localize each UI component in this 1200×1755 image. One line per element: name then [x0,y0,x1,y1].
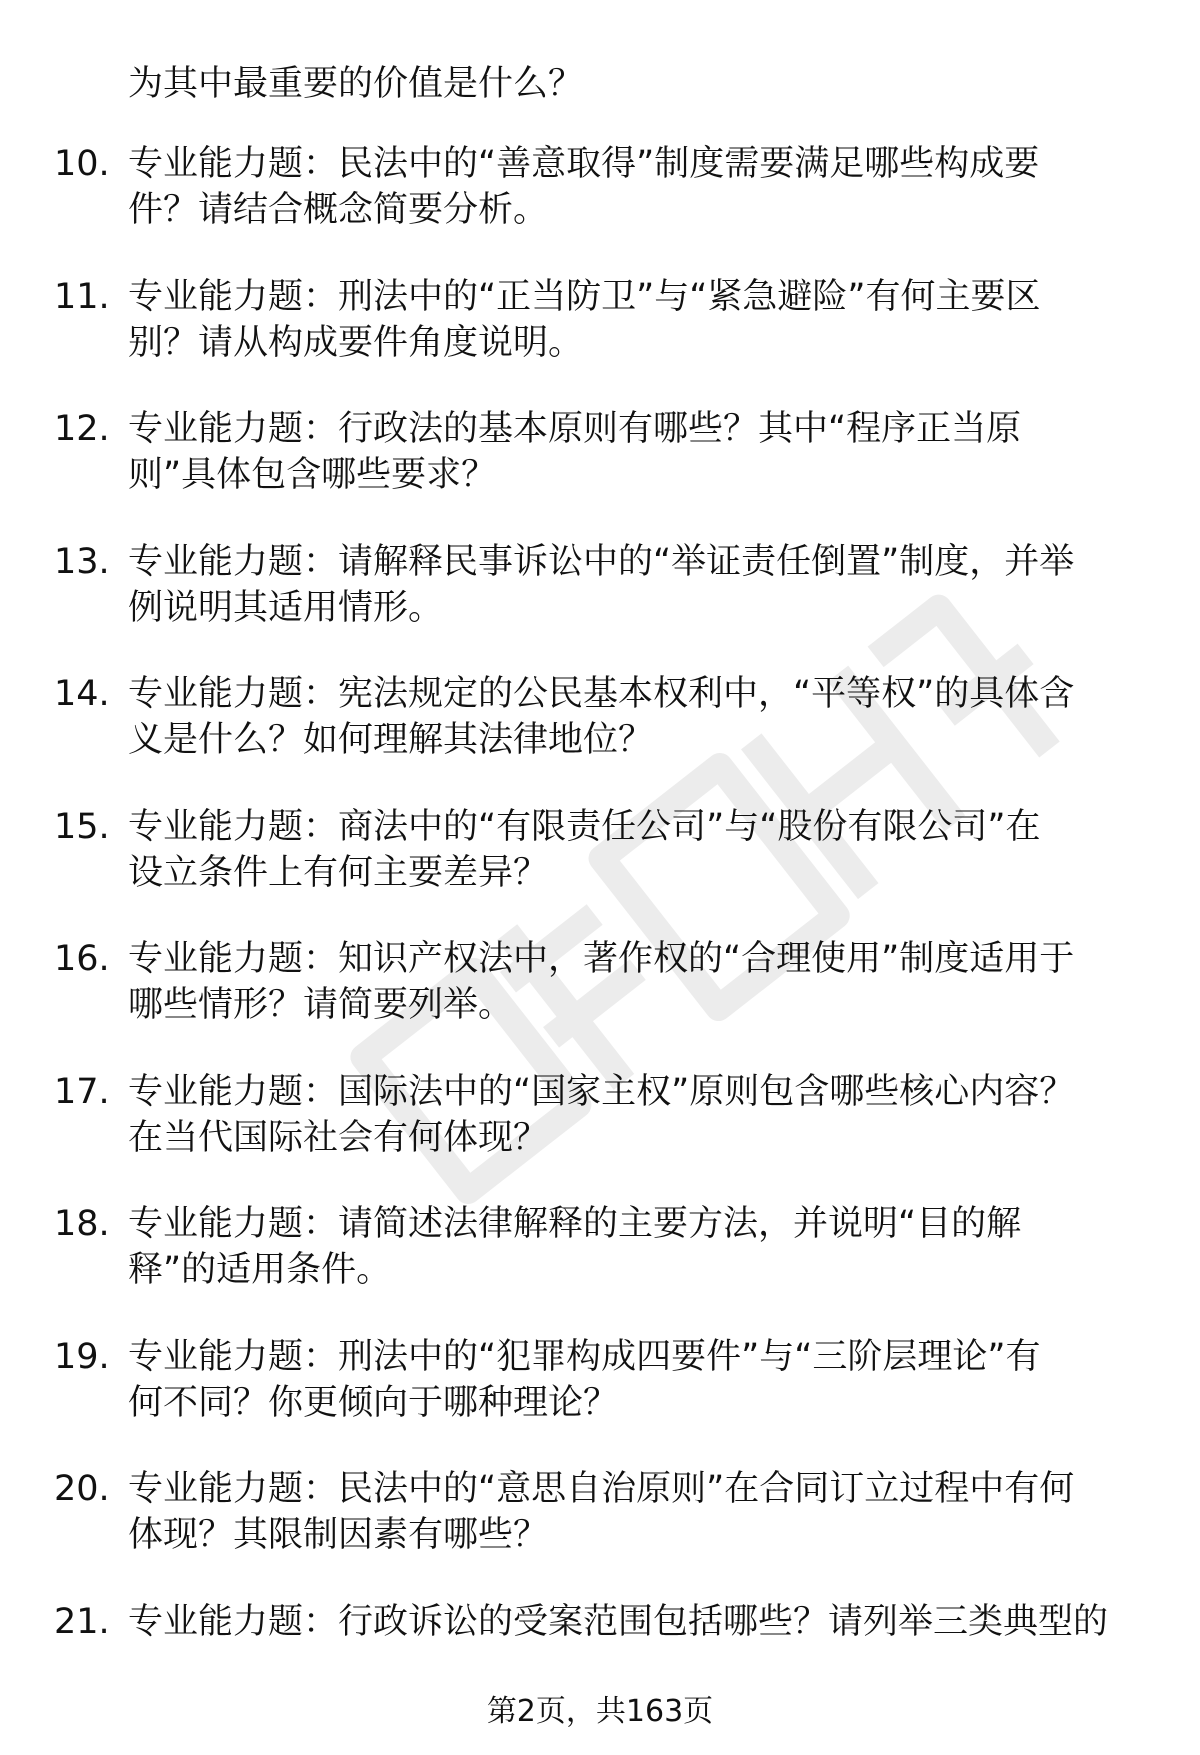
question-text-line-2: 设立条件上有何主要差异？ [128,852,549,893]
question-item [0,1068,1200,1201]
question-number: 14. [54,674,110,714]
question-number: 20. [54,1469,110,1509]
question-text-line-1: 专业能力题：知识产权法中，著作权的“合理使用”制度适用于 [128,939,1075,979]
question-number: 13. [54,541,110,582]
question-item [0,1200,1200,1333]
question-text-line-1: 专业能力题：民法中的“意思自治原则”在合同订立过程中有何 [128,1469,1075,1509]
question-number: 10. [54,144,110,184]
question-number: 21. [54,1601,110,1642]
question-text-line-1: 专业能力题：行政诉讼的受案范围包括哪些？请列举三类典型的 [128,1601,1109,1642]
question-text-line-1: 专业能力题：民法中的“善意取得”制度需要满足哪些构成要 [128,144,1040,184]
question-text-line-1: 专业能力题：国际法中的“国家主权”原则包含哪些核心内容？ [128,1071,1075,1112]
question-item [0,1333,1200,1466]
question-text-line-2: 哪些情形？请简要列举。 [128,985,514,1025]
continuation-text: 为其中最重要的价值是什么？ [128,64,584,104]
question-number: 11. [54,276,110,317]
question-text-line-1: 专业能力题：请解释民事诉讼中的“举证责任倒置”制度，并举 [128,541,1075,582]
question-item [0,803,1200,936]
question-text-line-2: 则”具体包含哪些要求？ [128,455,497,495]
question-item [0,1465,1200,1598]
question-number: 18. [54,1204,110,1244]
question-text-line-2: 别？请从构成要件角度说明。 [128,322,584,363]
question-number: 17. [54,1071,110,1112]
question-text-line-2: 体现？其限制因素有哪些？ [128,1515,549,1555]
question-text-line-1: 专业能力题：宪法规定的公民基本权利中，“平等权”的具体含 [128,674,1075,714]
question-text-line-1: 专业能力题：行政法的基本原则有哪些？其中“程序正当原 [128,409,1022,449]
question-text-line-2: 件？请结合概念简要分析。 [128,190,549,230]
question-item [0,273,1200,406]
question-text-line-2: 在当代国际社会有何体现？ [128,1117,549,1158]
question-text-line-1: 专业能力题：刑法中的“正当防卫”与“紧急避险”有何主要区 [128,276,1041,317]
question-number: 16. [54,939,110,979]
question-text-line-2: 义是什么？如何理解其法律地位？ [128,720,654,760]
question-item [0,538,1200,671]
page-footer: 第2页，共163页 [486,1694,714,1729]
question-text-line-1: 专业能力题：请简述法律解释的主要方法，并说明“目的解 [128,1204,1022,1244]
question-text-line-1: 专业能力题：商法中的“有限责任公司”与“股份有限公司”在 [128,806,1041,847]
question-item [0,140,1200,273]
question-number: 12. [54,409,110,449]
question-item [0,405,1200,538]
question-text-line-2: 例说明其适用情形。 [128,587,444,628]
question-text-line-2: 释”的适用条件。 [128,1250,392,1290]
question-text-line-2: 何不同？你更倾向于哪种理论？ [128,1382,619,1423]
question-text-line-1: 专业能力题：刑法中的“犯罪构成四要件”与“三阶层理论”有 [128,1336,1041,1377]
question-item [0,935,1200,1068]
question-number: 15. [54,806,110,847]
question-list [0,140,1200,1730]
question-number: 19. [54,1336,110,1377]
question-item [0,670,1200,803]
